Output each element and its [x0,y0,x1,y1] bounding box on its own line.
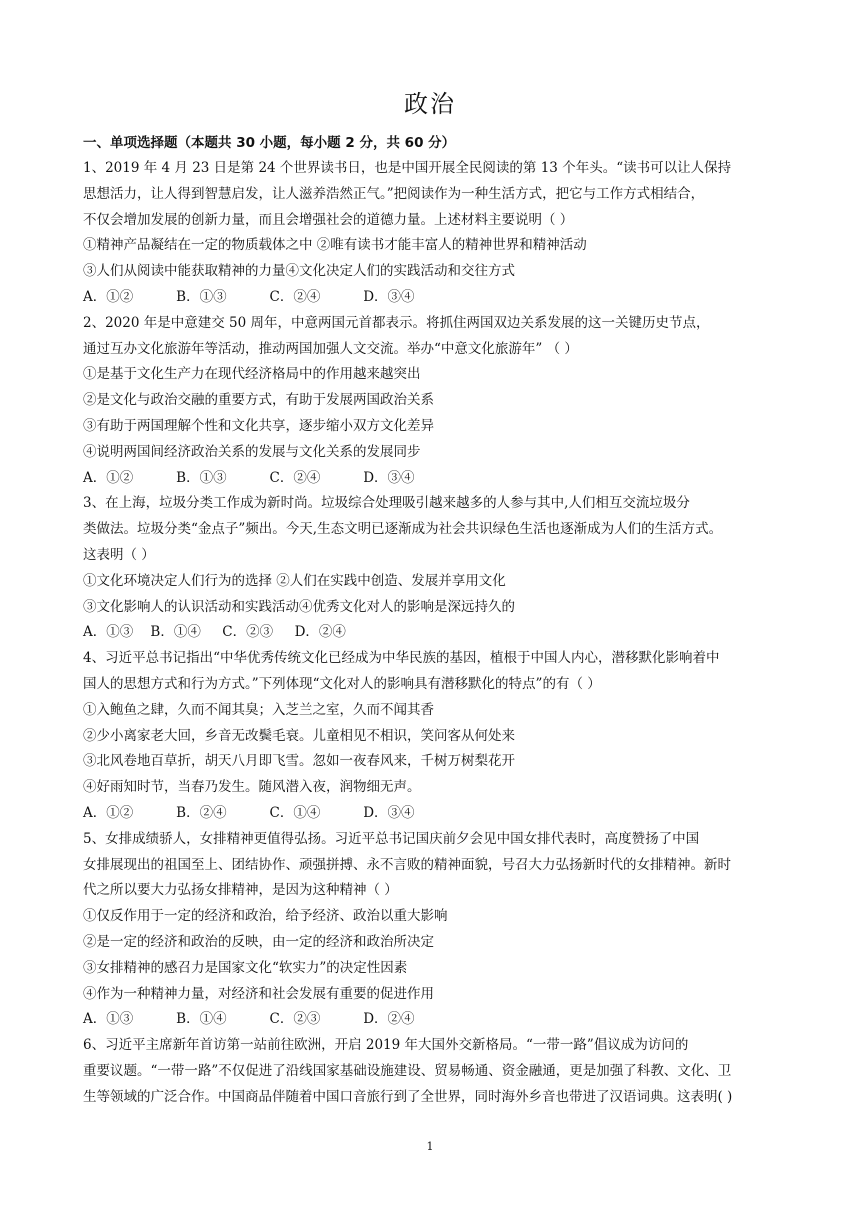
question-4 [83,646,783,827]
question-1 [83,156,783,311]
statement-line: ①是基于文化生产力在现代经济格局中的作用越来越突出 [83,366,421,383]
statement-line: ①入鲍鱼之肆，久而不闻其臭；入芝兰之室，久而不闻其香 [83,701,434,718]
question-5 [83,827,783,1033]
question-stem-line: 6、习近平主席新年首访第一站前往欧洲，开启 2019 年大国外交新格局。“一带一路”倡议成为访问的 [83,1037,689,1054]
question-stem-line: 女排展现出的祖国至上、团结协作、顽强拼搏、永不言败的精神面貌，号召大力弘扬新时代的女排精神。新时 [83,856,731,873]
question-stem-line: 国人的思想方式和行为方式。”下列体现“文化对人的影响具有潜移默化的特点”的有（ ） [83,675,601,692]
statement-line: ③文化影响人的认识活动和实践活动④优秀文化对人的影响是深远持久的 [83,598,515,615]
statement-line: ①仅反作用于一定的经济和政治，给予经济、政治以重大影响 [83,908,448,925]
question-stem-line: 1、2019 年 4 月 23 日是第 24 个世界读书日，也是中国开展全民阅读的第 13 个年头。“读书可以让人保持 [83,160,732,176]
question-2 [83,311,783,492]
statement-line: ②是文化与政治交融的重要方式，有助于发展两国政治关系 [83,392,434,409]
question-stem-line: 不仅会增加发展的创新力量，而且会增强社会的道德力量。上述材料主要说明（ ） [83,211,574,228]
answer-options: A．①② B．①③ C．②④ D．③④ [83,288,415,305]
question-stem-line: 思想活力，让人得到智慧启发，让人滋养浩然正气。”把阅读作为一种生活方式，把它与工作方式相结合， [83,185,705,202]
statement-line: ③人们从阅读中能获取精神的力量④文化决定人们的实践活动和交往方式 [83,263,515,280]
statement-line: ②少小离家老大回，乡音无改鬓毛衰。儿童相见不相识，笑问客从何处来 [83,727,515,744]
question-stem-line: 类做法。垃圾分类“金点子”频出。今天,生态文明已逐渐成为社会共识绿色生活也逐渐成为人们的生活方式。 [83,521,723,538]
answer-options: A．①② B．①③ C．②④ D．③④ [83,469,415,486]
answer-options: A．①③ B．①④ C．②③ D．②④ [83,624,346,641]
statement-line: ④说明两国间经济政治关系的发展与文化关系的发展同步 [83,443,421,460]
question-stem-line: 通过互办文化旅游年等活动，推动两国加强人文交流。举办“中意文化旅游年” （ ） [83,340,578,357]
question-stem-line: 代之所以要大力弘扬女排精神，是因为这种精神（ ） [83,882,398,899]
statement-line: ②是一定的经济和政治的反映，由一定的经济和政治所决定 [83,933,434,950]
page-title: 政治 [404,90,456,118]
statement-line: ①文化环境决定人们行为的选择 ②人们在实践中创造、发展并享用文化 [83,572,506,589]
question-stem-line: 生等领域的广泛合作。中国商品伴随着中国口音旅行到了全世界，同时海外乡音也带进了汉语词典。这表明( ) [83,1088,733,1105]
question-stem-line: 重要议题。“一带一路”不仅促进了沿线国家基础设施建设、贸易畅通、资金融通，更是加强了科教、文化、卫 [83,1062,732,1079]
question-stem-line: 5、女排成绩骄人，女排精神更值得弘扬。习近平总书记国庆前夕会见中国女排代表时，高度赞扬了中国 [83,830,700,847]
question-6 [83,1033,783,1110]
page-number: 1 [426,1140,434,1153]
statement-line: ③北风卷地百草折，胡天八月即飞雪。忽如一夜春风来，千树万树梨花开 [83,753,515,770]
answer-options: A．①② B．②④ C．①④ D．③④ [83,804,415,821]
statement-line: ③女排精神的感召力是国家文化“软实力”的决定性因素 [83,959,408,976]
question-stem-line: 这表明（ ） [83,546,155,563]
statement-line: ①精神产品凝结在一定的物质载体之中 ②唯有读书才能丰富人的精神世界和精神活动 [83,237,587,254]
question-stem-line: 3、在上海，垃圾分类工作成为新时尚。垃圾综合处理吸引越来越多的人参与其中,人们相互交流垃圾分 [83,495,690,512]
statement-line: ④好雨知时节，当春乃发生。随风潜入夜，润物细无声。 [83,779,421,796]
section-heading: 一、单项选择题（本题共 30 小题，每小题 2 分，共 60 分） [83,135,456,151]
answer-options: A．①③ B．①④ C．②③ D．②④ [83,1011,415,1028]
question-3 [83,491,783,646]
question-stem-line: 2、2020 年是中意建交 50 周年，中意两国元首都表示。将抓住两国双边关系发展的这一关键历史节点， [83,314,710,331]
question-content [83,131,783,1110]
statement-line: ③有助于两国理解个性和文化共享，逐步缩小双方文化差异 [83,417,434,434]
question-stem-line: 4、习近平总书记指出“中华优秀传统文化已经成为中华民族的基因，植根于中国人内心，潜移默化影响着中 [83,650,720,667]
statement-line: ④作为一种精神力量，对经济和社会发展有重要的促进作用 [83,985,434,1002]
